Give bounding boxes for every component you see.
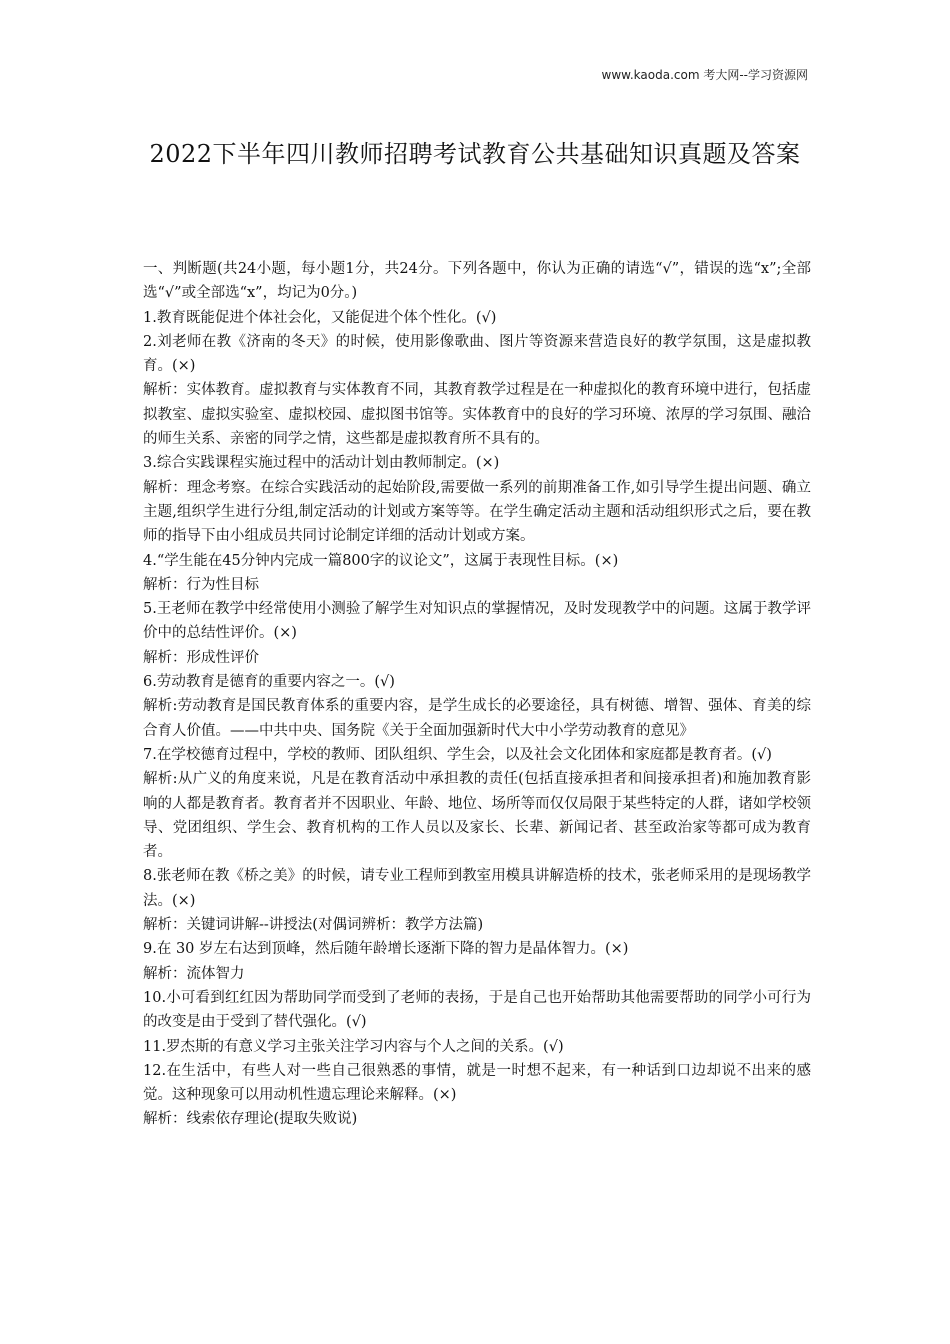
question-7: 7.在学校德育过程中，学校的教师、团队组织、学生会，以及社会文化团体和家庭都是教育者。(√) [143,746,772,763]
analysis-7: 解析:从广义的角度来说，凡是在教育活动中承担教的责任(包括直接承担者和间接承担者)和施加教育影响的人都是教育者。教育者并不因职业、年龄、地位、场所等而仅仅局限于某些特定的人群，诸如学校领导、党团组织、学生会、教育机构的工作人员以及家长、长辈、新闻记者、甚至政治家等都可成为教育者。 [143,771,811,861]
question-4: 4.“学生能在45分钟内完成一篇800字的议论文”，这属于表现性目标。(×) [143,552,619,569]
analysis-2: 解析：实体教育。虚拟教育与实体教育不同，其教育教学过程是在一种虚拟化的教育环境中进行，包括虚拟教室、虚拟实验室、虚拟校园、虚拟图书馆等。实体教育中的良好的学习环境、浓厚的学习氛围、融洽的师生关系、亲密的同学之情，这些都是虚拟教育所不具有的。 [143,382,811,448]
section-intro: 一、判断题(共24小题，每小题1分，共24分。下列各题中，你认为正确的请选“√”，错误的选“x”;全部选“√”或全部选“x”，均记为0分。) [143,261,811,302]
analysis-3: 解析：理念考察。在综合实践活动的起始阶段,需要做一系列的前期准备工作,如引导学生提出问题、确立主题,组织学生进行分组,制定活动的计划或方案等等。在学生确定活动主题和活动组织形式之后，要在教师的指导下由小组成员共同讨论制定详细的活动计划或方案。 [143,479,811,545]
question-10: 10.小可看到红红因为帮助同学而受到了老师的表扬，于是自己也开始帮助其他需要帮助的同学小可行为的改变是由于受到了替代强化。(√) [143,989,811,1031]
analysis-9: 解析：流体智力 [143,965,245,982]
analysis-8: 解析：关键词讲解--讲授法(对偶词辨析：教学方法篇) [143,917,484,934]
question-2: 2.刘老师在教《济南的冬天》的时候，使用影像歌曲、图片等资源来营造良好的教学氛围，这是虚拟教育。(×) [143,333,811,375]
document-title: 2022下半年四川教师招聘考试教育公共基础知识真题及答案 [149,140,801,168]
question-3: 3.综合实践课程实施过程中的活动计划由教师制定。(×) [143,455,500,472]
question-9: 9.在 30 岁左右达到顶峰，然后随年龄增长逐渐下降的智力是晶体智力。(×) [143,941,629,958]
question-1: 1.教育既能促进个体社会化，又能促进个体个性化。(√) [143,309,497,326]
analysis-6: 解析:劳动教育是国民教育体系的重要内容，是学生成长的必要途径，具有树德、增智、强体、育美的综合育人价值。——中共中央、国务院《关于全面加强新时代大中小学劳动教育的意见》 [143,698,811,739]
analysis-4: 解析：行为性目标 [143,576,259,593]
document-body [143,257,811,1132]
question-5: 5.王老师在教学中经常使用小测验了解学生对知识点的掌握情况，及时发现教学中的问题。这属于教学评价中的总结性评价。(×) [143,601,811,642]
question-12: 12.在生活中，有些人对一些自己很熟悉的事情，就是一时想不起来，有一种话到口边却说不出来的感觉。这种现象可以用动机性遗忘理论来解释。(×) [143,1062,811,1104]
analysis-12: 解析：线索依存理论(提取失败说) [143,1111,358,1128]
question-6: 6.劳动教育是德育的重要内容之一。(√) [143,674,395,691]
site-header: www.kaoda.com 考大网--学习资源网 [601,68,808,82]
question-8: 8.张老师在教《桥之美》的时候，请专业工程师到教室用模具讲解造桥的技术，张老师采用的是现场教学法。(×) [143,868,811,909]
question-11: 11.罗杰斯的有意义学习主张关注学习内容与个人之间的关系。(√) [143,1038,564,1055]
analysis-5: 解析：形成性评价 [143,649,259,666]
